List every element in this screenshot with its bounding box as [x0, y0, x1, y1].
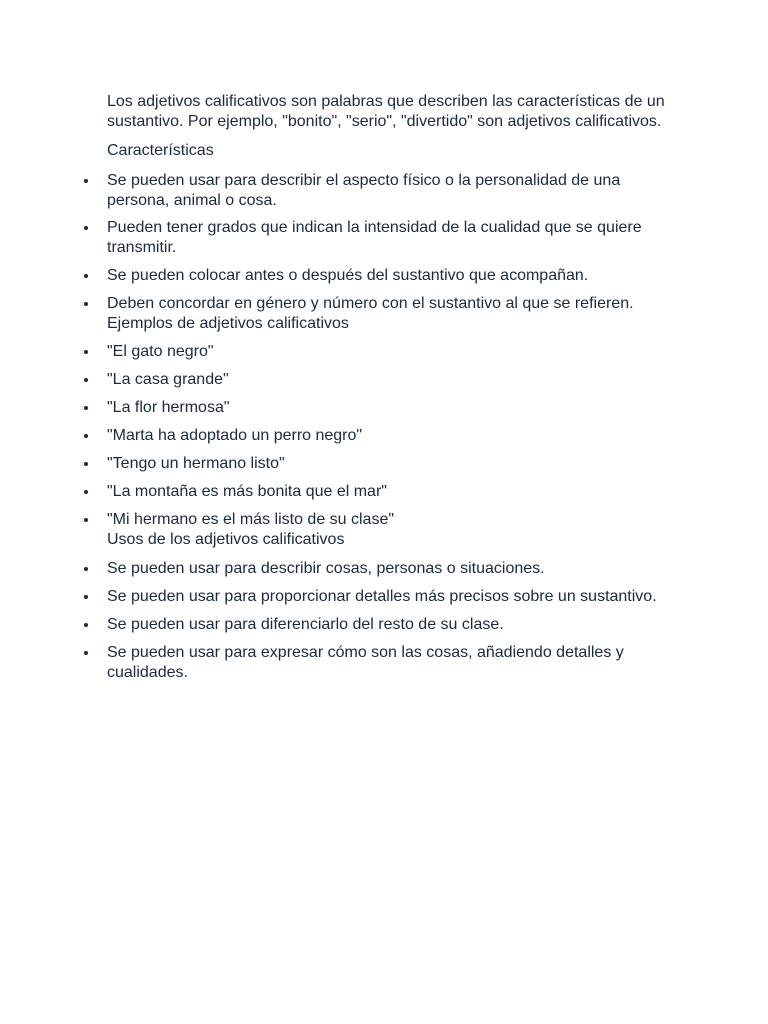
bullet-icon — [84, 567, 88, 571]
intro-paragraph: Los adjetivos calificativos son palabras que describen las características de un sustantivo. Por ejemplo, "bonito", "serio", "divertido" son adjetivos calificativos. — [107, 93, 665, 130]
usos-list — [107, 559, 667, 683]
usos-heading: Usos de los adjetivos calificativos — [107, 531, 345, 548]
list-item: "La casa grande" — [107, 370, 667, 390]
list-item: Se pueden usar para proporcionar detalles más precisos sobre un sustantivo. — [107, 587, 667, 607]
ejemplos-list — [107, 342, 667, 550]
list-item: "El gato negro" — [107, 342, 667, 362]
bullet-icon — [84, 595, 88, 599]
bullet-icon — [84, 623, 88, 627]
list-item: Deben concordar en género y número con el sustantivo al que se refieren. Ejemplos de adjetivos calificativos — [107, 294, 667, 334]
caracteristicas-list — [107, 171, 667, 334]
list-item: "Marta ha adoptado un perro negro" — [107, 426, 667, 446]
list-item: "La flor hermosa" — [107, 398, 667, 418]
bullet-icon — [84, 378, 88, 382]
list-item: Se pueden usar para describir el aspecto físico o la personalidad de una persona, animal o cosa. — [107, 171, 667, 211]
bullet-icon — [84, 350, 88, 354]
list-item: Se pueden colocar antes o después del sustantivo que acompañan. — [107, 266, 667, 286]
list-item: Pueden tener grados que indican la intensidad de la cualidad que se quiere transmitir. — [107, 218, 667, 258]
bullet-icon — [84, 302, 88, 306]
list-item: Se pueden usar para diferenciarlo del resto de su clase. — [107, 615, 667, 635]
ejemplos-heading: Ejemplos de adjetivos calificativos — [107, 315, 349, 332]
document-body — [107, 92, 667, 683]
bullet-icon — [84, 274, 88, 278]
bullet-icon — [84, 434, 88, 438]
bullet-icon — [84, 651, 88, 655]
bullet-icon — [84, 490, 88, 494]
caracteristicas-heading: Características — [107, 142, 214, 159]
list-item: Se pueden usar para describir cosas, personas o situaciones. — [107, 559, 667, 579]
list-item: "Tengo un hermano listo" — [107, 454, 667, 474]
bullet-icon — [84, 406, 88, 410]
bullet-icon — [84, 226, 88, 230]
bullet-icon — [84, 179, 88, 183]
bullet-icon — [84, 518, 88, 522]
list-item: Se pueden usar para expresar cómo son las cosas, añadiendo detalles y cualidades. — [107, 643, 667, 683]
list-item: "La montaña es más bonita que el mar" — [107, 482, 667, 502]
list-item: "Mi hermano es el más listo de su clase" Usos de los adjetivos calificativos — [107, 510, 667, 550]
bullet-icon — [84, 462, 88, 466]
